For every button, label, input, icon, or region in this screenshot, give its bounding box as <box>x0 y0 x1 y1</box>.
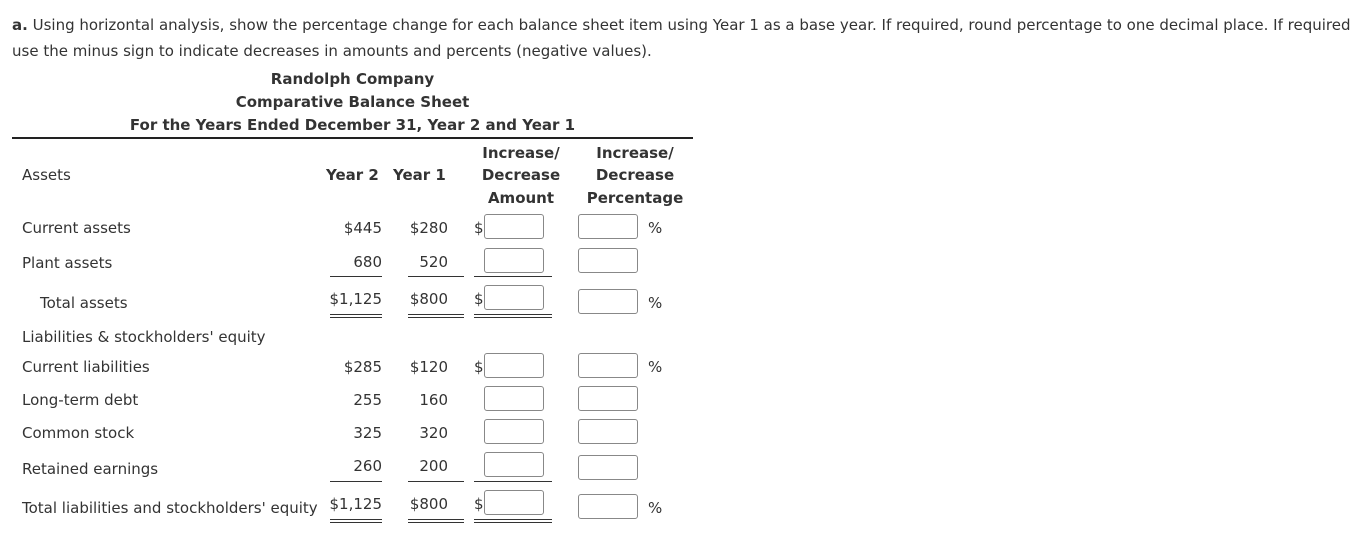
long-term-debt-year2: 255 <box>353 391 382 409</box>
current-liabilities-year1: $120 <box>409 358 448 376</box>
instructions-label: a. <box>12 16 28 34</box>
subtotal-rule <box>330 481 382 482</box>
total-double-rule <box>474 314 552 318</box>
subtotal-rule <box>330 276 382 277</box>
subtotal-rule <box>474 481 552 482</box>
dollar-sign: $ <box>474 219 484 237</box>
amount-heading-line2: Decrease <box>481 166 561 184</box>
total-liabilities-equity-year2: $1,125 <box>329 495 382 513</box>
percentage-heading-line3: Percentage <box>586 189 684 207</box>
plant-assets-amount-input[interactable] <box>484 248 544 273</box>
percent-sign: % <box>648 294 663 312</box>
current-assets-year2: $445 <box>343 219 382 237</box>
total-double-rule <box>408 519 464 523</box>
dollar-sign: $ <box>474 495 484 513</box>
statement-period: For the Years Ended December 31, Year 2 and Year 1 <box>129 116 576 134</box>
percent-sign: % <box>648 219 663 237</box>
long-term-debt-percent-input[interactable] <box>578 386 638 411</box>
company-name: Randolph Company <box>270 70 435 88</box>
total-assets-amount-input[interactable] <box>484 285 544 310</box>
row-label-current-assets: Current assets <box>22 219 131 237</box>
total-assets-year1: $800 <box>409 290 448 308</box>
current-assets-year1: $280 <box>409 219 448 237</box>
retained-earnings-year2: 260 <box>353 457 382 475</box>
retained-earnings-percent-input[interactable] <box>578 455 638 480</box>
plant-assets-percent-input[interactable] <box>578 248 638 273</box>
assets-heading: Assets <box>22 166 71 184</box>
percentage-heading-line1: Increase/ <box>596 144 674 162</box>
common-stock-amount-input[interactable] <box>484 419 544 444</box>
current-assets-percent-input[interactable] <box>578 214 638 239</box>
common-stock-year2: 325 <box>353 424 382 442</box>
percentage-heading-line2: Decrease <box>595 166 675 184</box>
long-term-debt-amount-input[interactable] <box>484 386 544 411</box>
total-double-rule <box>330 314 382 318</box>
total-liabilities-equity-year1: $800 <box>409 495 448 513</box>
total-assets-year2: $1,125 <box>329 290 382 308</box>
current-liabilities-percent-input[interactable] <box>578 353 638 378</box>
current-assets-amount-input[interactable] <box>484 214 544 239</box>
current-liabilities-year2: $285 <box>343 358 382 376</box>
row-label-common-stock: Common stock <box>22 424 135 442</box>
percent-sign: % <box>648 358 663 376</box>
percent-sign: % <box>648 499 663 517</box>
statement-title: Comparative Balance Sheet <box>235 93 470 111</box>
dollar-sign: $ <box>474 290 484 308</box>
instructions <box>12 12 1362 64</box>
common-stock-year1: 320 <box>419 424 448 442</box>
row-label-retained-earnings: Retained earnings <box>22 460 159 478</box>
instructions-text: Using horizontal analysis, show the percentage change for each balance sheet item using Year 1 as a base year. If required, round percentage to one decimal place. If required use the minus sign to indicate decreases in amounts and percents (negative values). <box>12 16 1351 60</box>
retained-earnings-year1: 200 <box>419 457 448 475</box>
total-double-rule <box>408 314 464 318</box>
total-double-rule <box>330 519 382 523</box>
plant-assets-year1: 520 <box>419 253 448 271</box>
total-assets-percent-input[interactable] <box>578 289 638 314</box>
current-liabilities-amount-input[interactable] <box>484 353 544 378</box>
total-liabilities-equity-percent-input[interactable] <box>578 494 638 519</box>
row-label-total-assets: Total assets <box>40 294 128 312</box>
year1-heading: Year 1 <box>393 166 446 184</box>
subtotal-rule <box>408 276 464 277</box>
year2-heading: Year 2 <box>326 166 379 184</box>
liabilities-section-heading: Liabilities & stockholders' equity <box>22 328 266 346</box>
retained-earnings-amount-input[interactable] <box>484 452 544 477</box>
long-term-debt-year1: 160 <box>419 391 448 409</box>
subtotal-rule <box>474 276 552 277</box>
plant-assets-year2: 680 <box>353 253 382 271</box>
subtotal-rule <box>408 481 464 482</box>
amount-heading-line3: Amount <box>487 189 555 207</box>
row-label-long-term-debt: Long-term debt <box>22 391 139 409</box>
row-label-total-liabilities-equity: Total liabilities and stockholders' equity <box>22 499 318 517</box>
total-double-rule <box>474 519 552 523</box>
amount-heading-line1: Increase/ <box>482 144 560 162</box>
header-rule <box>12 137 693 139</box>
dollar-sign: $ <box>474 358 484 376</box>
common-stock-percent-input[interactable] <box>578 419 638 444</box>
total-liabilities-equity-amount-input[interactable] <box>484 490 544 515</box>
row-label-current-liabilities: Current liabilities <box>22 358 150 376</box>
row-label-plant-assets: Plant assets <box>22 254 113 272</box>
